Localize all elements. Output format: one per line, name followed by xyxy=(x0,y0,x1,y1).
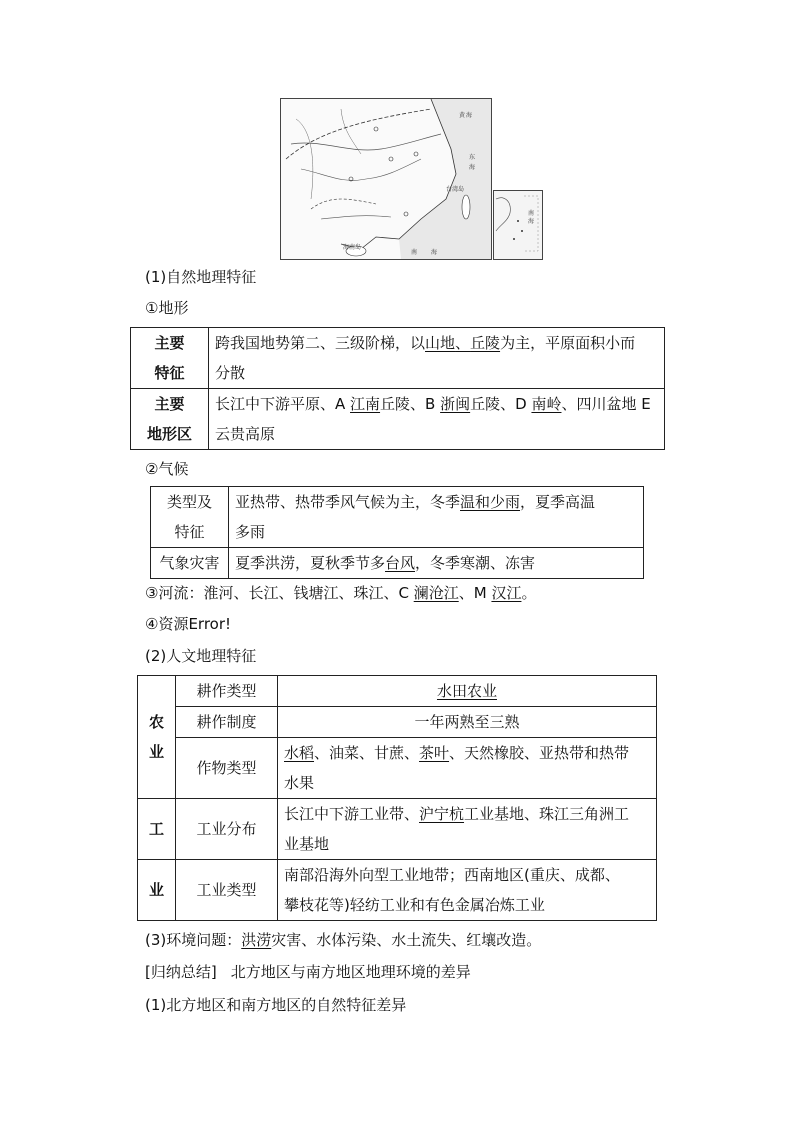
climate-type-header xyxy=(151,487,229,548)
summary-heading xyxy=(145,962,471,982)
terrain-region-cell xyxy=(209,389,665,450)
answer-blank: 水稻 xyxy=(284,744,315,762)
environment-line xyxy=(145,930,541,950)
answer-blank: 水田农业 xyxy=(436,682,497,700)
header-line: 主要 xyxy=(154,395,185,413)
farm-type-value xyxy=(278,676,657,707)
climate-type-cell xyxy=(229,487,644,548)
text: 南部沿海外向型工业地带；西南地区(重庆、成都、 xyxy=(284,866,620,884)
terrain-region-header xyxy=(131,389,209,450)
text: 丘陵、B xyxy=(380,395,441,413)
answer-blank: 茶叶 xyxy=(419,744,450,762)
map-label-hainan: 海南岛 xyxy=(343,244,362,251)
resources-line: ④资源Error! xyxy=(145,615,232,633)
text: 、天然橡胶、亚热带和热带 xyxy=(449,744,630,762)
text: 长江中下游工业带、 xyxy=(284,805,420,823)
text: 分散 xyxy=(215,364,246,382)
header-line: 业 xyxy=(148,743,164,761)
terrain-title: ①地形 xyxy=(145,299,189,317)
summary-tag: [归纳总结] xyxy=(145,963,217,981)
table-row xyxy=(138,799,657,860)
answer-blank: 洪涝 xyxy=(241,931,272,949)
industry-type-value xyxy=(278,860,657,921)
text: 多雨 xyxy=(235,523,266,541)
answer-blank: 温和少雨 xyxy=(460,493,521,511)
summary-title: 北方地区与南方地区地理环境的差异 xyxy=(230,963,471,981)
terrain-feature-cell xyxy=(209,328,665,389)
table-row xyxy=(138,738,657,799)
crop-label: 作物类型 xyxy=(176,738,278,799)
inset-drawing xyxy=(494,191,542,259)
table-row xyxy=(131,328,665,389)
answer-blank: 沪宁杭 xyxy=(419,805,465,823)
text: ③河流：淮河、长江、钱塘江、珠江、C xyxy=(145,584,414,602)
map-label-huanghai-1: 黄 xyxy=(459,112,466,119)
text: 跨我国地势第二、三级阶梯，以 xyxy=(215,334,426,352)
text: 攀枝花等)轻纺工业和有色金属冶炼工业 xyxy=(284,896,545,914)
map-label-huanghai-2: 海 xyxy=(466,112,473,119)
text: 、M xyxy=(458,584,492,602)
text: ，冬季寒潮、冻害 xyxy=(415,554,536,572)
farm-system-label: 耕作制度 xyxy=(176,707,278,738)
south-region-map xyxy=(280,98,492,260)
inset-label-nan: 南 xyxy=(528,210,535,217)
industry-type-label: 工业类型 xyxy=(176,860,278,921)
agriculture-header xyxy=(138,676,176,799)
inset-label-hai: 海 xyxy=(528,218,535,225)
header-line: 农 xyxy=(148,713,164,731)
answer-blank: 台风 xyxy=(385,554,416,572)
terrain-table xyxy=(130,327,665,450)
climate-disaster-header: 气象灾害 xyxy=(151,548,229,579)
header-line: 类型及 xyxy=(166,493,212,511)
answer-blank: 丘陵 xyxy=(470,334,501,352)
text: 业基地 xyxy=(284,835,330,853)
map-label-donghai-2: 海 xyxy=(469,164,476,171)
answer-blank: 、 xyxy=(455,334,471,352)
text: 水果 xyxy=(284,774,315,792)
map-drawing xyxy=(281,99,491,259)
text: ，夏季高温 xyxy=(520,493,596,511)
text: 亚热带、热带季风气候为主，冬季 xyxy=(235,493,461,511)
crop-value xyxy=(278,738,657,799)
header-line: 地形区 xyxy=(146,425,192,443)
answer-blank: 江南 xyxy=(350,395,381,413)
table-row xyxy=(131,389,665,450)
text: 。 xyxy=(521,584,537,602)
text: 云贵高原 xyxy=(215,425,276,443)
answer-blank: 山地 xyxy=(425,334,456,352)
text: 长江中下游平原、A xyxy=(215,395,351,413)
table-row xyxy=(138,707,657,738)
text: 为主，平原面积小而 xyxy=(500,334,636,352)
natural-features-title: (1)自然地理特征 xyxy=(145,268,257,286)
map-label-nanhai-1: 南 xyxy=(411,249,418,256)
text: 夏季洪涝，夏秋季节多 xyxy=(235,554,386,572)
map-label-donghai-1: 东 xyxy=(469,154,476,161)
map-label-nanhai-2: 海 xyxy=(431,249,438,256)
climate-table xyxy=(150,486,644,579)
farm-system-value: 一年两熟至三熟 xyxy=(278,707,657,738)
human-features-title: (2)人文地理特征 xyxy=(145,647,257,665)
answer-blank: 澜沧江 xyxy=(413,584,459,602)
climate-title: ②气候 xyxy=(145,460,189,478)
table-row xyxy=(138,676,657,707)
table-row xyxy=(138,860,657,921)
table-row xyxy=(151,548,644,579)
header-line: 特征 xyxy=(154,364,185,382)
answer-blank: 浙闽 xyxy=(440,395,471,413)
industry-header-1: 工 xyxy=(138,799,176,860)
south-sea-inset-map xyxy=(493,190,543,260)
header-line: 主要 xyxy=(154,334,185,352)
header-line: 特征 xyxy=(174,523,205,541)
summary-subtitle: (1)北方地区和南方地区的自然特征差异 xyxy=(145,996,407,1014)
terrain-feature-header xyxy=(131,328,209,389)
industry-header-2: 业 xyxy=(138,860,176,921)
industry-dist-value xyxy=(278,799,657,860)
table-row xyxy=(151,487,644,548)
answer-blank: 南岭 xyxy=(531,395,562,413)
text: 丘陵、D xyxy=(470,395,532,413)
text: 工业基地、珠江三角洲工 xyxy=(464,805,630,823)
rivers-line xyxy=(145,583,536,603)
industry-dist-label: 工业分布 xyxy=(176,799,278,860)
text: 、油菜、甘蔗、 xyxy=(314,744,420,762)
answer-blank: 汉江 xyxy=(491,584,522,602)
human-geography-table xyxy=(137,675,657,921)
text: 、四川盆地 E xyxy=(561,395,651,413)
map-label-taiwan: 台湾岛 xyxy=(446,186,465,193)
text: (3)环境问题： xyxy=(145,931,242,949)
farm-type-label: 耕作类型 xyxy=(176,676,278,707)
text: 灾害、水体污染、水土流失、红壤改造。 xyxy=(271,931,542,949)
climate-disaster-cell xyxy=(229,548,644,579)
